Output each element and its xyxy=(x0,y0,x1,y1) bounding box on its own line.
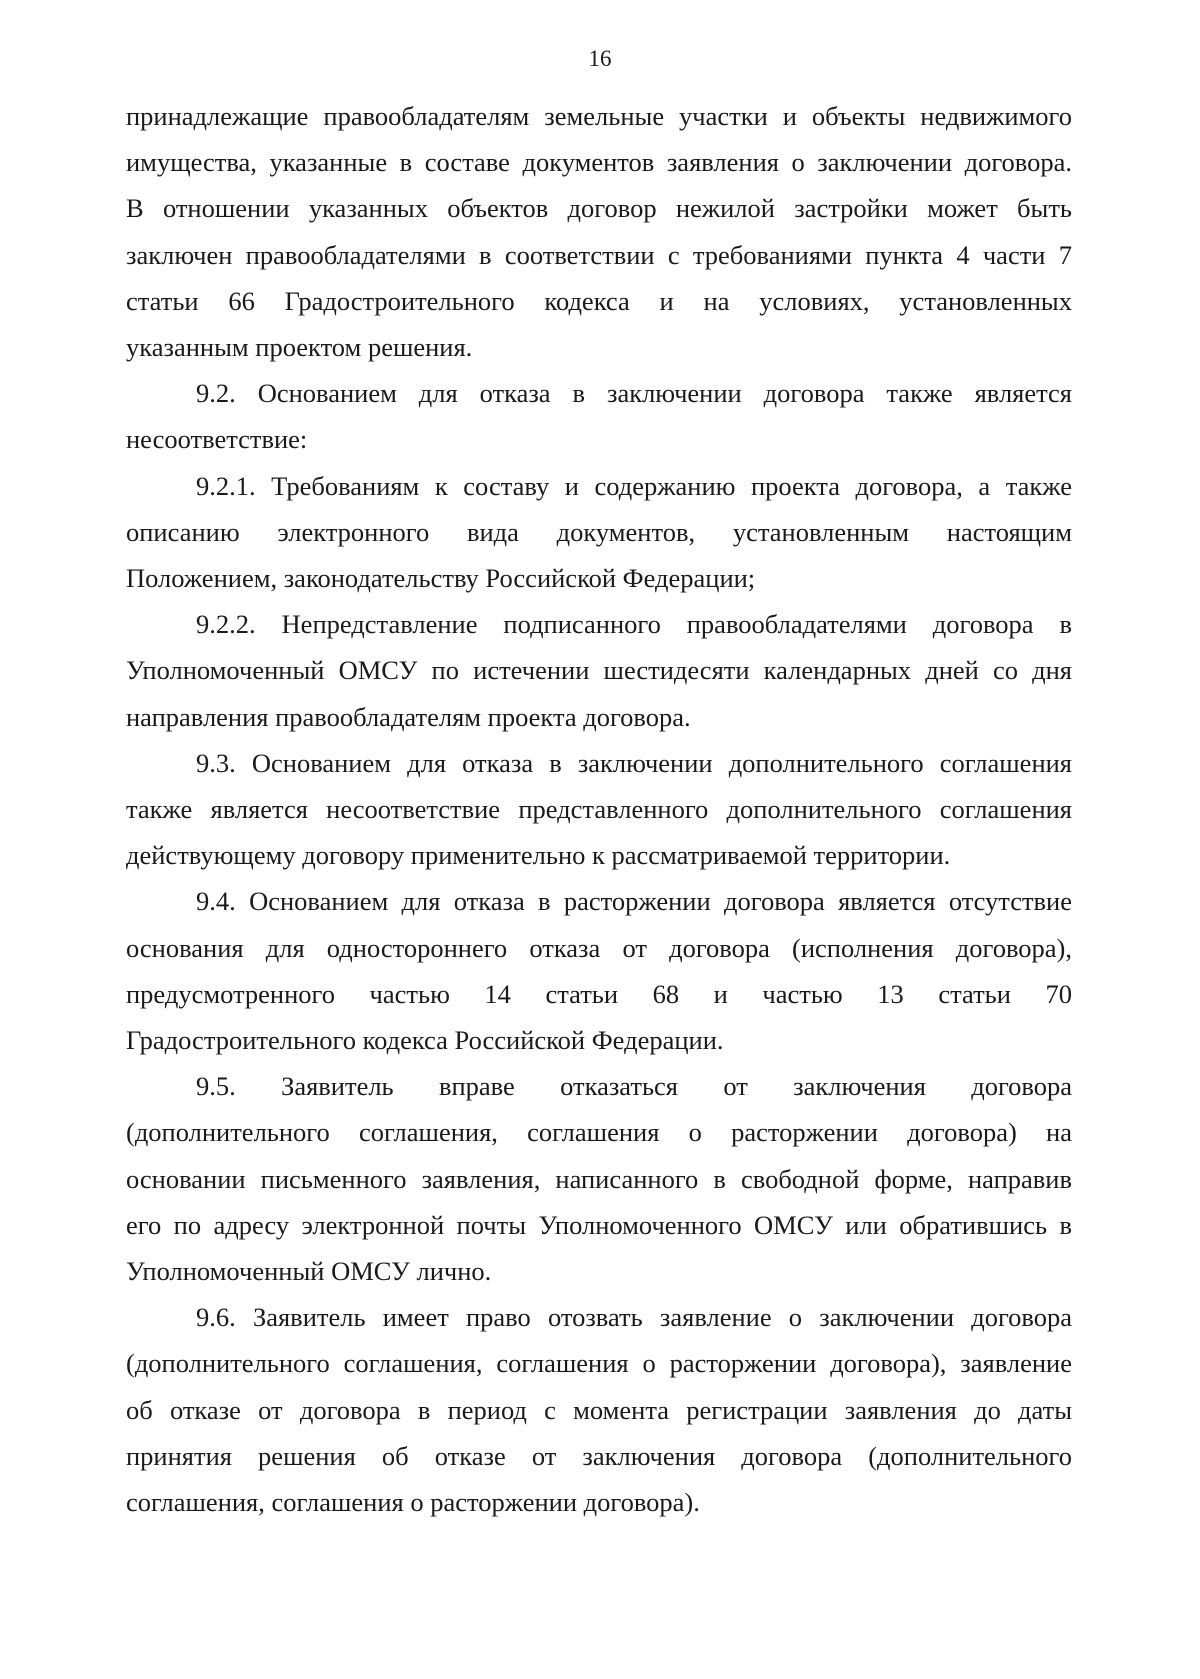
text-line: 9.5. Заявитель вправе отказаться от заключения договора xyxy=(196,1071,1072,1102)
document-body xyxy=(126,93,1072,1525)
paragraph xyxy=(126,1063,1072,1294)
text-line: В отношении указанных объектов договор нежилой застройки может быть xyxy=(126,193,1072,224)
text-line: основании письменного заявления, написанного в свободной форме, направив xyxy=(126,1163,1072,1194)
text-line: указанным проектом решения. xyxy=(126,332,473,363)
paragraph xyxy=(126,93,1072,370)
page-number: 16 xyxy=(588,46,612,71)
text-line: соглашения, соглашения о расторжении договора). xyxy=(126,1487,700,1518)
paragraph xyxy=(126,740,1072,879)
text-line: Уполномоченный ОМСУ по истечении шестидесяти календарных дней со дня xyxy=(126,655,1072,686)
text-line: принятия решения об отказе от заключения договора (дополнительного xyxy=(126,1440,1072,1471)
text-line: 9.2. Основанием для отказа в заключении договора также является xyxy=(196,378,1072,409)
text-line: несоответствие: xyxy=(126,424,308,455)
text-line: Градостроительного кодекса Российской Федерации. xyxy=(126,1025,724,1056)
paragraph xyxy=(126,463,1072,602)
paragraph xyxy=(126,601,1072,740)
text-line: 9.2.2. Непредставление подписанного правообладателями договора в xyxy=(196,609,1072,640)
text-line: предусмотренного частью 14 статьи 68 и частью 13 статьи 70 xyxy=(126,978,1072,1009)
text-line: также является несоответствие представленного дополнительного соглашения xyxy=(126,794,1072,825)
paragraph xyxy=(126,1294,1072,1525)
text-line: описанию электронного вида документов, установленным настоящим xyxy=(126,516,1072,547)
text-line: 9.2.1. Требованиям к составу и содержанию проекта договора, а также xyxy=(196,470,1072,501)
text-line: статьи 66 Градостроительного кодекса и на условиях, установленных xyxy=(126,285,1072,316)
text-line: направления правообладателям проекта договора. xyxy=(126,701,691,732)
text-line: об отказе от договора в период с момента регистрации заявления до даты xyxy=(126,1394,1072,1425)
text-line: (дополнительного соглашения, соглашения о расторжении договора), заявление xyxy=(126,1348,1072,1379)
text-line: Положением, законодательству Российской Федерации; xyxy=(126,563,756,594)
text-line: 9.4. Основанием для отказа в расторжении договора является отсутствие xyxy=(196,886,1072,917)
paragraph xyxy=(126,370,1072,462)
text-line: его по адресу электронной почты Уполномоченного ОМСУ или обратившись в xyxy=(126,1209,1072,1240)
text-line: заключен правообладателями в соответствии с требованиями пункта 4 части 7 xyxy=(126,239,1072,270)
text-line: принадлежащие правообладателям земельные участки и объекты недвижимого xyxy=(126,101,1072,131)
text-line: 9.6. Заявитель имеет право отозвать заявление о заключении договора xyxy=(196,1302,1072,1333)
paragraph xyxy=(126,878,1072,1063)
text-line: имущества, указанные в составе документов заявления о заключении договора. xyxy=(126,147,1072,178)
text-line: действующему договору применительно к рассматриваемой территории. xyxy=(126,840,951,871)
text-line: 9.3. Основанием для отказа в заключении дополнительного соглашения xyxy=(196,747,1072,778)
text-line: Уполномоченный ОМСУ лично. xyxy=(126,1256,492,1287)
text-line: основания для одностороннего отказа от договора (исполнения договора), xyxy=(126,932,1072,963)
text-line: (дополнительного соглашения, соглашения о расторжении договора) на xyxy=(126,1117,1072,1148)
